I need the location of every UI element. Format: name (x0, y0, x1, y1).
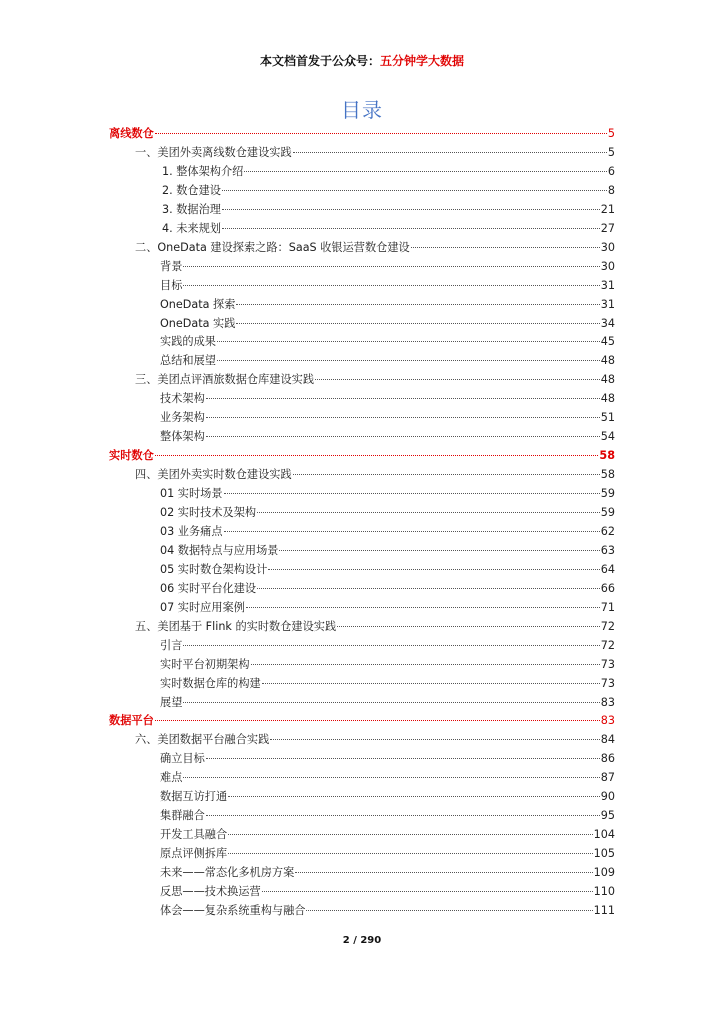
toc-entry-title: 数据互访打通 (160, 790, 228, 804)
toc-entry[interactable] (160, 790, 615, 804)
toc-entry-page: 62 (600, 524, 615, 538)
toc-entry-page: 71 (600, 600, 615, 614)
toc-entry-page: 105 (593, 847, 615, 861)
toc-entry-title: 目标 (160, 278, 183, 292)
toc-entry-title: 2. 数仓建设 (162, 183, 221, 197)
toc-entry-page: 59 (600, 487, 615, 501)
toc-entry-page: 72 (600, 619, 615, 633)
toc-leader-dots (206, 417, 600, 418)
toc-entry[interactable] (135, 373, 615, 387)
toc-entry-page: 86 (600, 752, 615, 766)
toc-leader-dots (206, 398, 600, 399)
toc-leader-dots (183, 266, 599, 267)
toc-entry-page: 45 (600, 335, 615, 349)
toc-leader-dots (257, 588, 600, 589)
toc-leader-dots (222, 228, 600, 229)
toc-entry-page: 54 (600, 430, 615, 444)
toc-entry-title: 04 数据特点与应用场景 (160, 543, 279, 557)
toc-entry[interactable] (162, 222, 615, 236)
toc-entry[interactable] (160, 847, 615, 861)
toc-entry-page: 95 (600, 809, 615, 823)
toc-entry-page: 104 (593, 828, 615, 842)
toc-entry-page: 31 (600, 297, 615, 311)
toc-entry-title: 06 实时平台化建设 (160, 581, 257, 595)
toc-entry-page: 72 (600, 638, 615, 652)
toc-entry-title: 反思——技术换运营 (160, 885, 261, 898)
toc-entry[interactable] (160, 525, 615, 539)
toc-entry-page: 90 (600, 790, 615, 804)
toc-entry-page: 48 (600, 354, 615, 368)
toc-leader-dots (244, 171, 607, 172)
toc-entry[interactable] (160, 601, 615, 615)
toc-entry-title: 总结和展望 (160, 354, 216, 368)
toc-entry-title: 离线数仓 (109, 127, 154, 140)
toc-entry-page: 59 (600, 506, 615, 519)
toc-entry-title: 体会——复杂系统重构与融合 (160, 903, 306, 917)
toc-leader-dots (295, 872, 592, 873)
toc-entry[interactable] (160, 904, 615, 918)
toc-leader-dots (183, 777, 599, 778)
toc-leader-dots (206, 436, 600, 437)
toc-entry-title: 3. 数据治理 (162, 202, 221, 216)
toc-entry[interactable] (160, 866, 615, 880)
toc-entry-title: 开发工具融合 (160, 828, 228, 842)
toc-entry[interactable] (135, 468, 615, 482)
toc-entry-page: 27 (600, 221, 615, 235)
toc-entry-page: 84 (600, 733, 615, 747)
toc-entry-title: 展望 (160, 695, 183, 709)
toc-leader-dots (411, 247, 600, 248)
toc-leader-dots (257, 512, 600, 513)
toc-entry-page: 30 (600, 240, 615, 254)
toc-entry-title: 确立目标 (160, 752, 205, 766)
toc-entry-title: 1. 整体架构介绍 (162, 164, 244, 178)
toc-leader-dots (262, 891, 593, 892)
toc-entry[interactable] (160, 411, 615, 425)
toc-entry-page: 66 (600, 581, 615, 595)
toc-leader-dots (155, 455, 599, 456)
toc-leader-dots (251, 664, 600, 665)
toc-leader-dots (236, 304, 599, 305)
toc-entry[interactable] (162, 184, 615, 198)
toc-leader-dots (155, 133, 607, 134)
toc-entry-title: 01 实时场景 (160, 487, 223, 501)
toc-entry-page: 8 (607, 183, 615, 197)
toc-leader-dots (293, 152, 607, 153)
toc-entry[interactable] (135, 733, 615, 747)
toc-title: 目录 (341, 98, 383, 122)
toc-leader-dots (206, 758, 600, 759)
toc-entry[interactable] (160, 317, 615, 331)
toc-entry-page: 58 (599, 449, 615, 463)
toc-entry-title: 技术架构 (160, 392, 205, 406)
toc-entry-page: 58 (600, 468, 615, 482)
toc-entry[interactable] (160, 279, 615, 293)
toc-entry[interactable] (160, 260, 615, 274)
toc-entry-title: 原点评侧拆库 (160, 847, 228, 861)
toc-entry-page: 51 (600, 411, 615, 425)
toc-entry[interactable] (160, 639, 615, 653)
toc-entry-page: 87 (600, 771, 615, 785)
toc-entry[interactable] (160, 392, 615, 406)
toc-entry[interactable] (135, 620, 615, 634)
toc-leader-dots (183, 285, 599, 286)
toc-leader-dots (228, 853, 593, 854)
toc-entry-page: 5 (607, 145, 615, 159)
toc-entry-page: 48 (600, 392, 615, 406)
toc-entry-title: 02 实时技术及架构 (160, 506, 257, 519)
toc-leader-dots (224, 493, 600, 494)
toc-entry[interactable] (135, 241, 615, 255)
toc-entry[interactable] (162, 203, 615, 217)
toc-entry-page: 31 (600, 278, 615, 292)
toc-entry[interactable] (160, 487, 615, 501)
toc-entry[interactable] (160, 430, 615, 444)
toc-leader-dots (279, 550, 599, 551)
toc-entry-page: 83 (600, 714, 615, 728)
toc-entry-title: 四、美团外卖实时数仓建设实践 (135, 468, 292, 482)
toc-entry-page: 6 (607, 164, 615, 178)
toc-entry[interactable] (160, 335, 615, 349)
toc-leader-dots (183, 645, 599, 646)
toc-entry-title: 未来——常态化多机房方案 (160, 866, 295, 880)
toc-entry[interactable] (162, 165, 615, 179)
toc-leader-dots (228, 834, 593, 835)
toc-entry[interactable] (160, 506, 615, 520)
toc-leader-dots (206, 815, 600, 816)
toc-entry-title: OneData 探索 (160, 297, 236, 311)
toc-leader-dots (293, 474, 600, 475)
toc-entry[interactable] (160, 696, 615, 710)
toc-entry-page: 21 (600, 202, 615, 216)
toc-entry[interactable] (135, 146, 615, 160)
toc-leader-dots (270, 739, 599, 740)
toc-entry-title: 数据平台 (109, 714, 154, 728)
toc-entry-page: 110 (593, 885, 615, 898)
toc-section-entry[interactable] (109, 714, 615, 728)
toc-entry[interactable] (160, 885, 615, 899)
toc-entry-title: 整体架构 (160, 430, 205, 444)
toc-entry-page: 73 (600, 657, 615, 671)
toc-entry-page: 5 (607, 127, 615, 140)
toc-entry[interactable] (160, 563, 615, 577)
toc-entry-title: 05 实时数仓架构设计 (160, 562, 268, 576)
toc-entry-title: OneData 实践 (160, 316, 236, 330)
toc-leader-dots (217, 360, 600, 361)
toc-entry[interactable] (160, 752, 615, 766)
page-number: 2 / 290 (342, 935, 382, 946)
toc-entry[interactable] (160, 828, 615, 842)
toc-leader-dots (224, 531, 600, 532)
toc-leader-dots (262, 683, 600, 684)
toc-entry-title: 03 业务痛点 (160, 524, 223, 538)
toc-entry-title: 实时平台初期架构 (160, 657, 250, 671)
toc-entry-page: 64 (600, 562, 615, 576)
toc-leader-dots (217, 341, 600, 342)
toc-leader-dots (268, 569, 599, 570)
toc-entry-page: 109 (593, 866, 615, 880)
toc-entry-title: 五、美团基于 Flink 的实时数仓建设实践 (135, 619, 337, 633)
toc-entry-title: 背景 (160, 259, 183, 273)
toc-section-entry[interactable] (109, 127, 615, 141)
toc-leader-dots (183, 702, 599, 703)
toc-entry-title: 集群融合 (160, 809, 205, 823)
toc-entry-title: 实时数据仓库的构建 (160, 676, 261, 690)
toc-entry[interactable] (160, 809, 615, 823)
toc-entry-page: 34 (600, 316, 615, 330)
toc-entry-title: 业务架构 (160, 411, 205, 425)
header-prefix: 本文档首发于公众号： (259, 54, 380, 68)
toc-entry-page: 48 (600, 373, 615, 387)
toc-leader-dots (236, 323, 599, 324)
toc-leader-dots (222, 190, 607, 191)
toc-entry-title: 引言 (160, 638, 183, 652)
toc-entry-title: 一、美团外卖离线数仓建设实践 (135, 145, 292, 159)
toc-entry-title: 07 实时应用案例 (160, 600, 245, 614)
toc-entry[interactable] (160, 658, 615, 672)
toc-section-entry[interactable] (109, 449, 615, 463)
toc-leader-dots (337, 626, 600, 627)
header-account-name: 五分钟学大数据 (380, 54, 465, 68)
toc-entry-page: 73 (600, 676, 615, 690)
toc-leader-dots (228, 796, 600, 797)
toc-leader-dots (222, 209, 600, 210)
toc-entry-title: 实时数仓 (109, 449, 154, 463)
toc-entry-title: 4. 未来规划 (162, 221, 221, 235)
toc-leader-dots (155, 720, 600, 721)
toc-leader-dots (315, 379, 600, 380)
toc-entry[interactable] (160, 771, 615, 785)
toc-entry[interactable] (160, 582, 615, 596)
toc-entry[interactable] (160, 544, 615, 558)
toc-entry-page: 83 (600, 695, 615, 709)
toc-entry[interactable] (160, 298, 615, 312)
toc-entry-title: 六、美团数据平台融合实践 (135, 733, 270, 747)
toc-entry-page: 30 (600, 259, 615, 273)
toc-entry-title: 三、美团点评酒旅数据仓库建设实践 (135, 373, 315, 387)
toc-entry-title: 二、OneData 建设探索之路：SaaS 收银运营数仓建设 (135, 240, 410, 254)
toc-leader-dots (246, 607, 600, 608)
toc-leader-dots (306, 910, 592, 911)
toc-entry-page: 111 (593, 903, 615, 917)
toc-entry-title: 实践的成果 (160, 335, 216, 349)
toc-entry[interactable] (160, 354, 615, 368)
toc-entry-title: 难点 (160, 771, 183, 785)
document-header (0, 52, 724, 69)
toc-entry-page: 63 (600, 543, 615, 557)
toc-entry[interactable] (160, 677, 615, 691)
